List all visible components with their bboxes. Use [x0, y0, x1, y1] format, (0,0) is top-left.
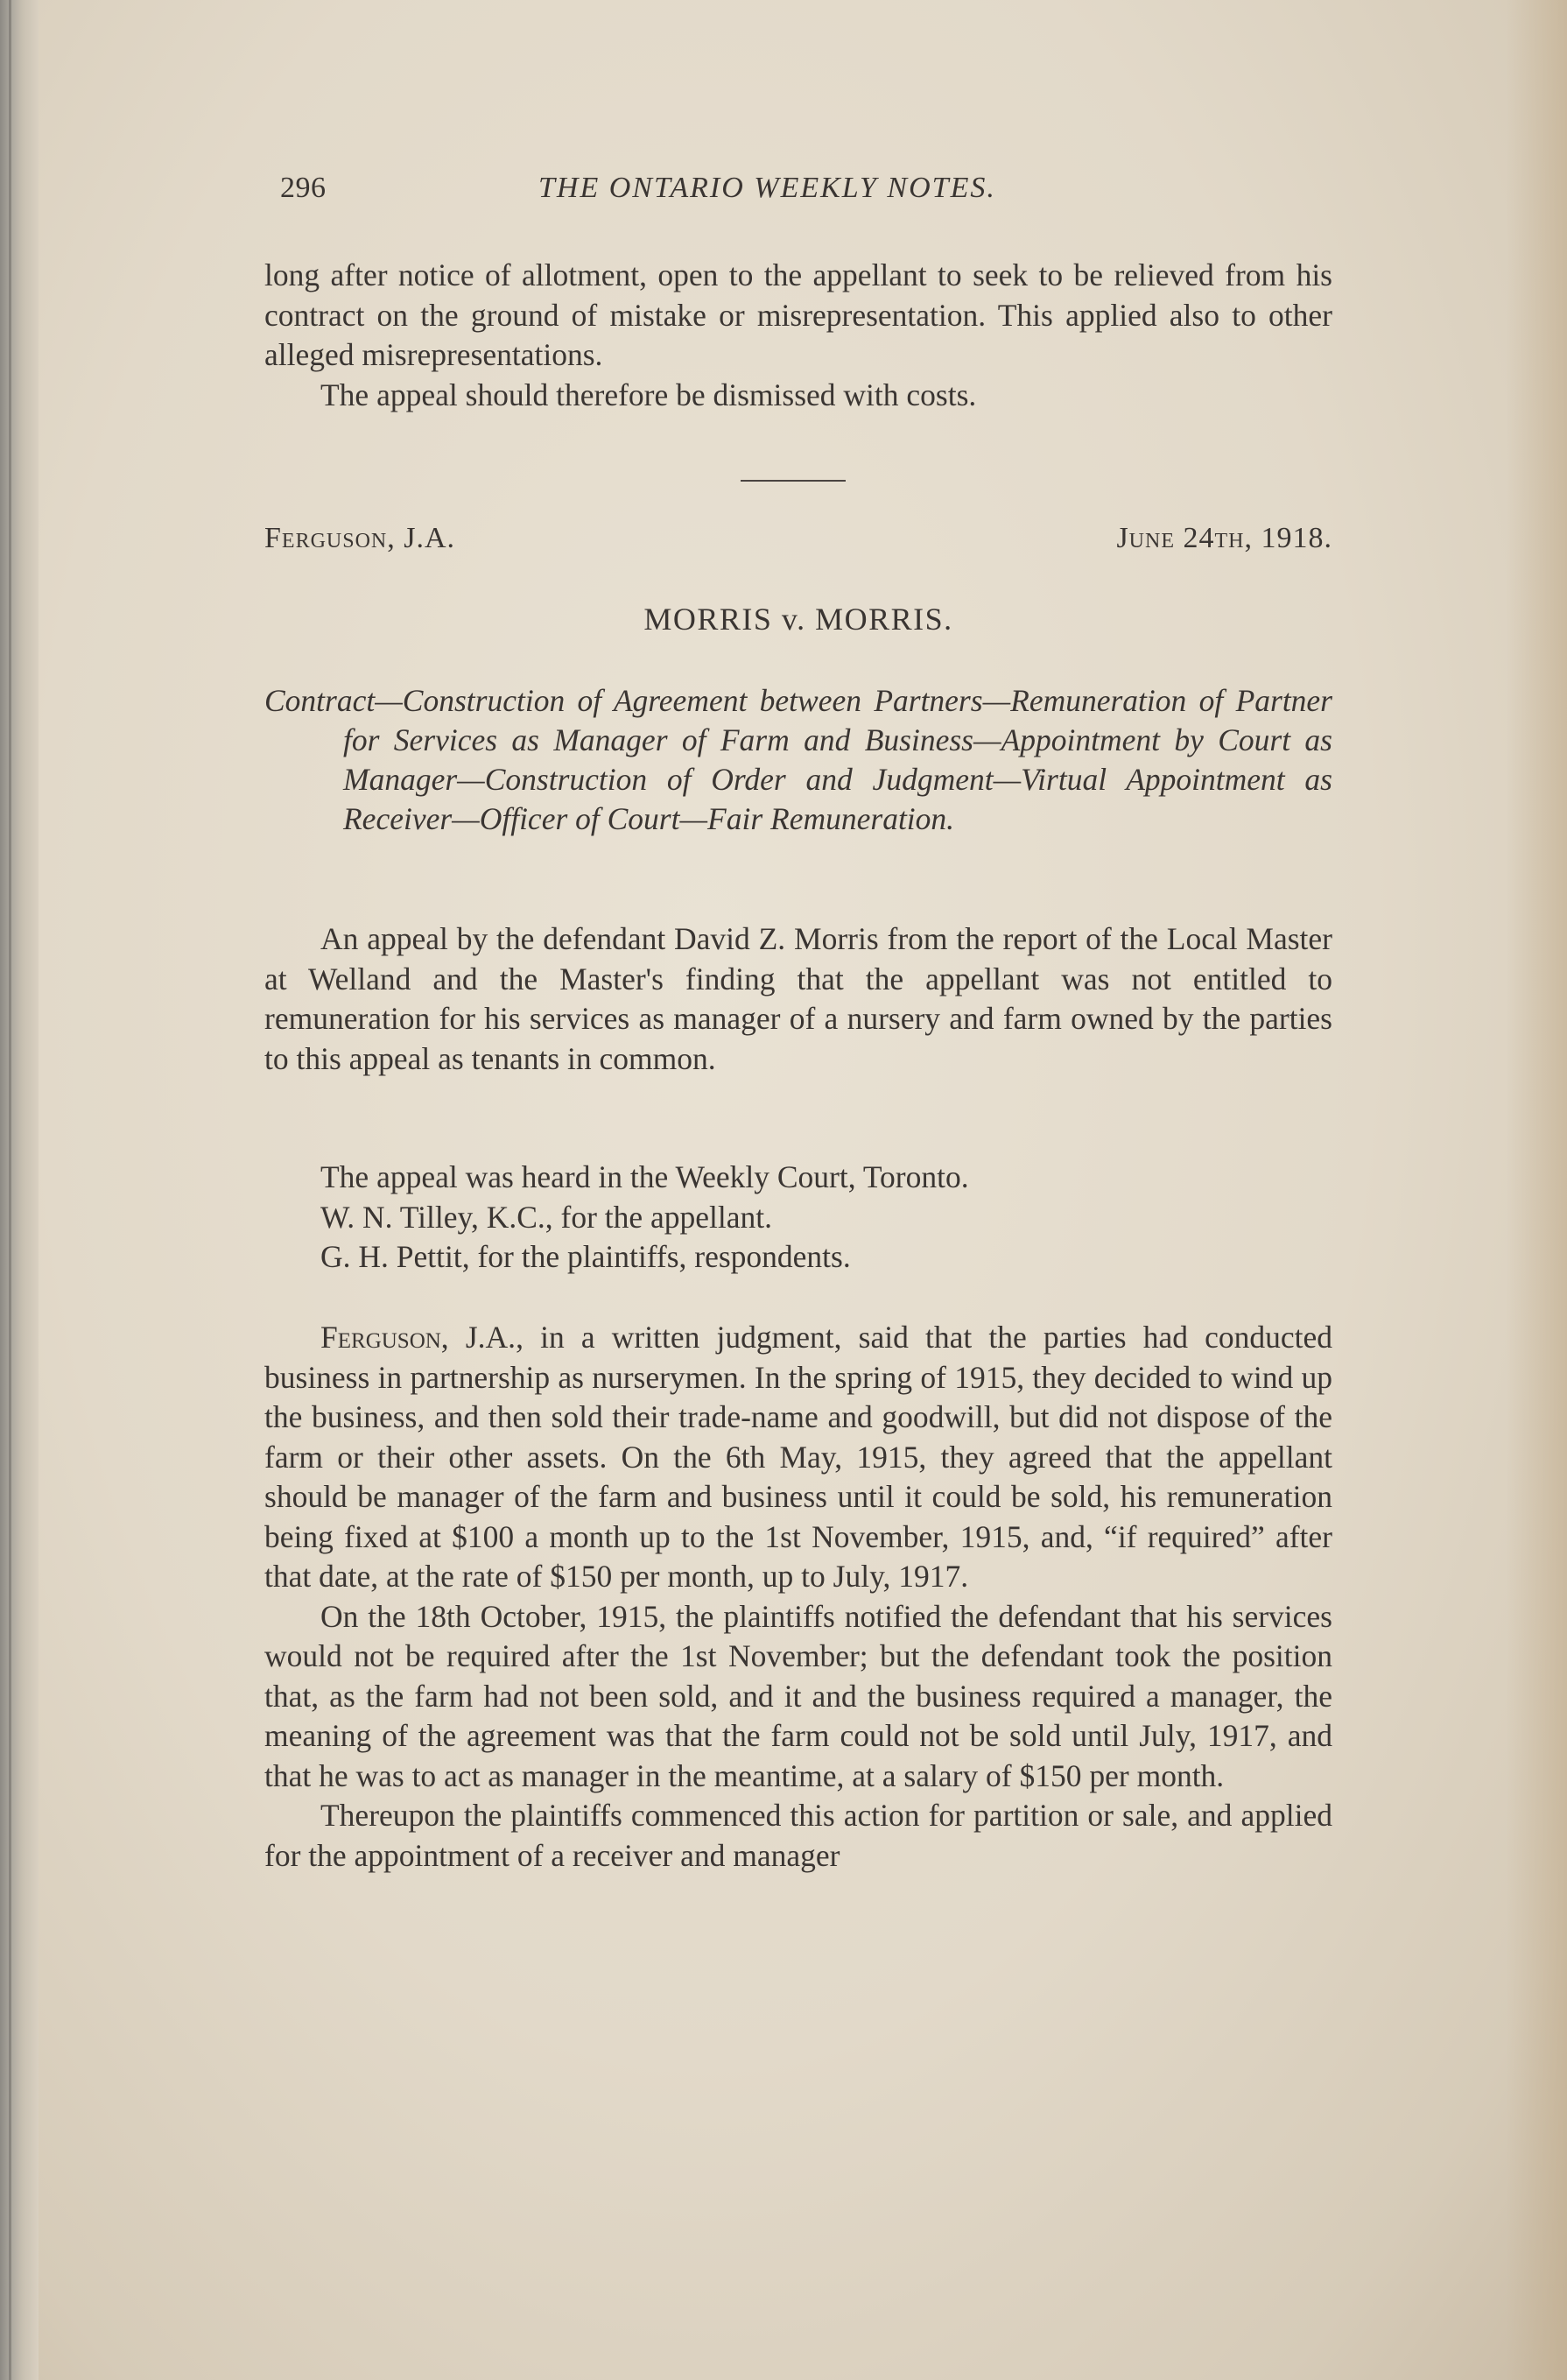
judgment-body [264, 1318, 1332, 1876]
judgment-paragraph-1-text: , in a written judgment, said that the parties had conducted business in partnership as nurserymen. In the spring of 1915, they decided to wind up the business, and then sold their trade-name and goodwill, but did not dispose of the farm or their other assets. On the 6th May, 1915, they agreed that the appellant should be manager of the farm and business until it could be sold, his remuneration being fixed at $100 a month up to the 1st November, 1915, and, “if required” after that date, at the rate of $150 per month, up to July, 1917. [264, 1320, 1333, 1594]
judge-name: Ferguson, J.A. [264, 522, 456, 554]
case-introduction [264, 919, 1332, 1079]
case-title: MORRIS v. MORRIS. [643, 602, 953, 637]
judgment-date: June 24th, 1918. [1116, 522, 1332, 554]
page-edge-shadow [1506, 0, 1567, 2380]
hearing-line: The appeal was heard in the Weekly Court, Toronto. [320, 1159, 969, 1194]
intro-paragraph: An appeal by the defendant David Z. Morris from the report of the Local Master at Welland and the Master's finding that the appellant was not entitled to remuneration for his services as manager of a nursery and farm owned by the parties to this appeal as tenants in common. [264, 921, 1332, 1076]
book-spine-edge [0, 0, 39, 2380]
judgment-author: Ferguson, J.A. [320, 1320, 516, 1355]
hearing-and-counsel [264, 1158, 1332, 1278]
section-divider [741, 480, 846, 482]
continuation-text [264, 256, 1332, 415]
judgment-paragraph-1 [264, 1318, 1332, 1597]
continuation-paragraph: long after notice of allotment, open to the appellant to seek to be relieved from his contract on the ground of mistake or misrepresentation. This applied also to other alleged misrepresentations. [264, 257, 1332, 372]
running-head [280, 172, 1331, 215]
continuation-conclusion: The appeal should therefore be dismissed with costs. [320, 377, 977, 412]
page-number: 296 [280, 172, 327, 204]
appellant-counsel: W. N. Tilley, K.C., for the appellant. [320, 1199, 773, 1235]
judgment-paragraph-2: On the 18th October, 1915, the plaintiffs notified the defendant that his services would not be required after the 1st November; but the defendant took the position that, as the farm had not been sold, and it and the business required a manager, the meaning of the agreement was that the farm could not be sold until July, 1917, and that he was to act as manager in the meantime, at a salary of $150 per month. [264, 1598, 1332, 1793]
respondent-counsel: G. H. Pettit, for the plaintiffs, respondents. [320, 1239, 851, 1274]
judgment-paragraph-3: Thereupon the plaintiffs commenced this action for partition or sale, and applied for the appointment of a receiver and manager [264, 1798, 1332, 1873]
journal-title: THE ONTARIO WEEKLY NOTES. [538, 172, 996, 204]
headnote: Contract—Construction of Agreement between Partners—Remuneration of Partner for Services as Manager of Farm and Business—Appointment by Court as Manager—Construction of Order and Judgment—Virtual Appointment as Receiver—Officer of Court—Fair Remuneration. [264, 683, 1332, 836]
